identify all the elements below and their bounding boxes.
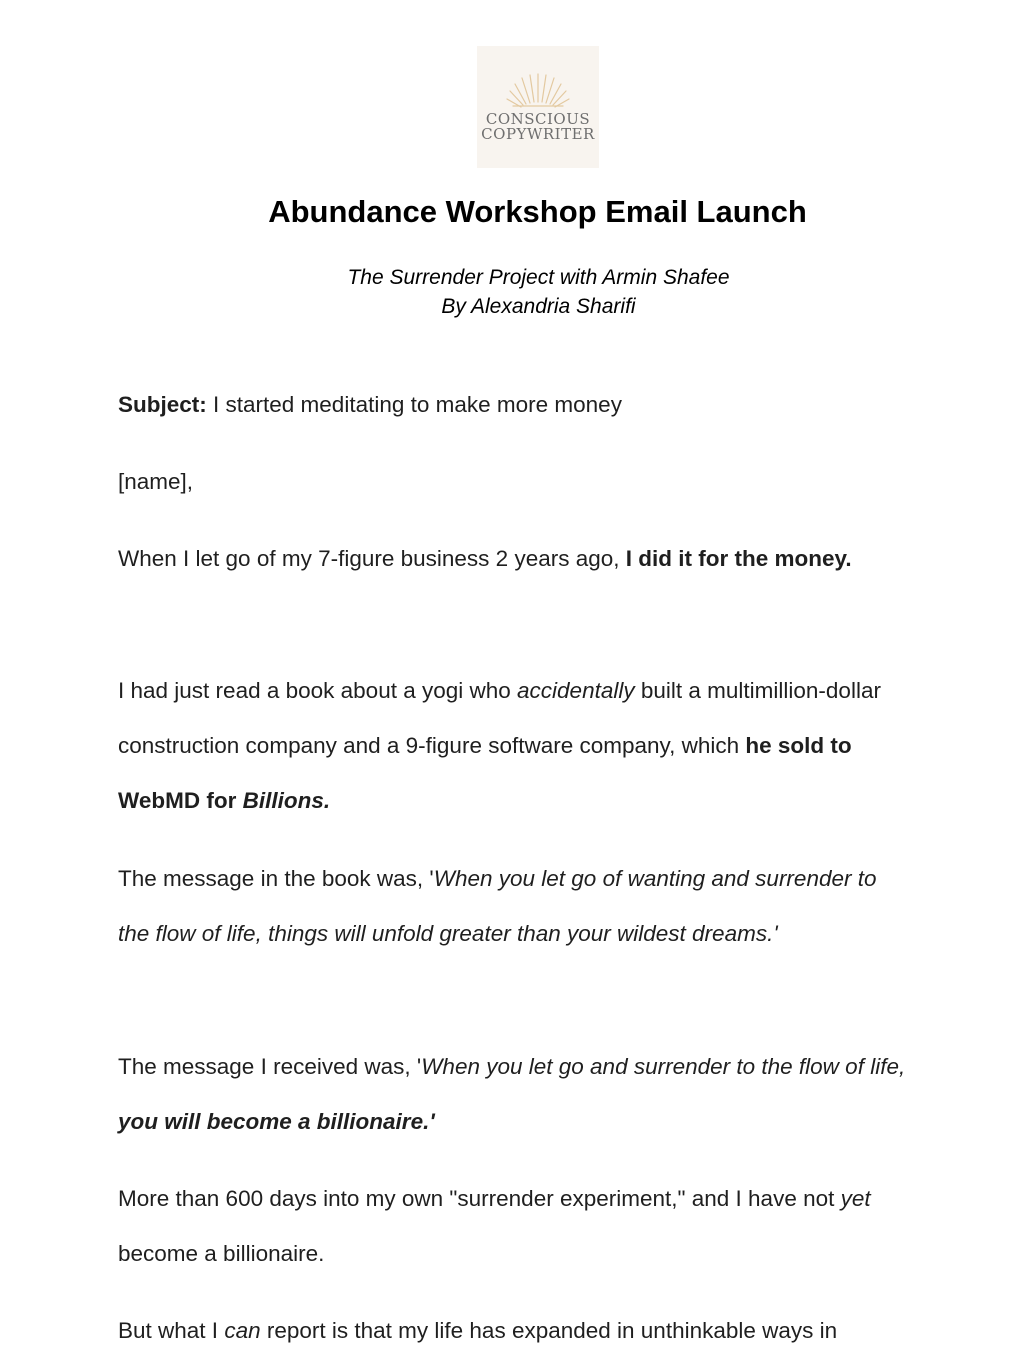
paragraph-5-italic: yet [840,1186,871,1211]
paragraph-2-bold: he sold to WebMD for [118,733,852,813]
paragraph-2 [118,663,908,828]
sunburst-icon [477,46,599,168]
paragraph-5 [118,1171,908,1281]
paragraph-6-text-a: But what I [118,1318,225,1343]
paragraph-6 [118,1303,908,1358]
logo-text-line-2: COPYWRITER [481,125,595,143]
paragraph-5-text-b: become a billionaire. [118,1241,325,1266]
email-subject-line [118,377,908,432]
paragraph-1-bold: I did it for the money. [625,546,852,571]
paragraph-4 [118,1039,908,1149]
email-greeting: [name], [118,469,194,494]
paragraph-3-italic: When you let go of wanting and surrender to the flow of life, things will unfold greater than your wildest dreams.' [118,866,877,946]
subject-text: I started meditating to make more money [206,392,622,417]
paragraph-2-italic: accidentally [517,678,635,703]
paragraph-2-bold-italic: Billions. [242,788,331,813]
subject-label: Subject: [118,392,207,417]
document-subtitle: The Surrender Project with Armin Shafee [347,266,730,289]
paragraph-6-italic: can [224,1318,261,1343]
logo-text-line-1: CONSCIOUS [485,110,591,128]
paragraph-4-italic: When you let go and surrender to the flow of life, [421,1054,906,1079]
paragraph-3 [118,851,908,961]
paragraph-2-text-b: built a multimillion-dollar construction company and a 9-figure software company, which [118,678,881,758]
paragraph-1 [118,531,908,586]
paragraph-1-text: When I let go of my 7-figure business 2 years ago, [118,546,626,571]
conscious-copywriter-logo [477,46,599,168]
paragraph-5-text-a: More than 600 days into my own "surrender experiment," and I have not [118,1186,841,1211]
paragraph-4-text: The message I received was, ' [118,1054,422,1079]
document-byline: By Alexandria Sharifi [441,295,636,318]
paragraph-4-bold-italic: you will become a billionaire.' [118,1109,435,1134]
paragraph-6-text-b: report is that my life has expanded in unthinkable ways in [260,1318,838,1343]
paragraph-3-text: The message in the book was, ' [118,866,434,891]
document-title: Abundance Workshop Email Launch [268,194,807,229]
paragraph-2-text-a: I had just read a book about a yogi who [118,678,518,703]
